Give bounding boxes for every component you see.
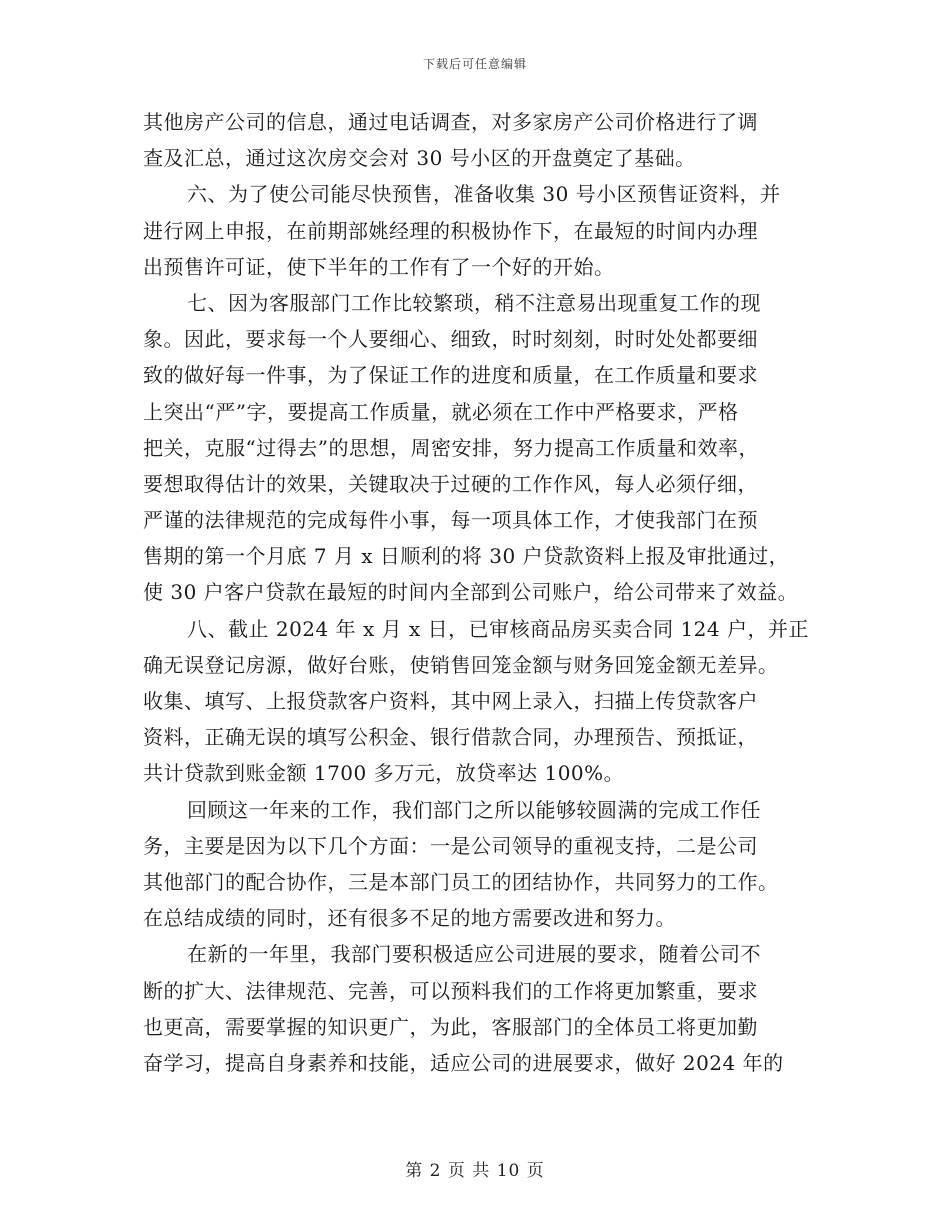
- text-line: 八、截止 2024 年 x 月 x 日，已审核商品房买卖合同 124 户，并正: [187, 616, 809, 641]
- text-line: 售期的第一个月底 7 月 x 日顺利的将 30 户贷款资料上报及审批通过，: [143, 544, 790, 569]
- text-line: 务，主要是因为以下几个方面：一是公司领导的重视支持，二是公司: [143, 833, 758, 858]
- text-line: 其他房产公司的信息，通过电话调查，对多家房产公司价格进行了调: [143, 110, 758, 134]
- text-line: 在总结成绩的同时，还有很多不足的地方需要改进和努力。: [143, 906, 676, 931]
- document-body: [143, 104, 813, 1081]
- text-line: 回顾这一年来的工作，我们部门之所以能够较圆满的完成工作任: [187, 797, 761, 822]
- text-line: 进行网上申报，在前期部姚经理的积极协作下，在最短的时间内办理: [143, 218, 758, 243]
- text-line: 共计贷款到账金额 1700 多万元，放贷率达 100%。: [143, 761, 625, 786]
- text-line: 也更高，需要掌握的知识更广，为此，客服部门的全体员工将更加勤: [143, 1014, 758, 1039]
- text-line: 奋学习，提高自身素养和技能，适应公司的进展要求，做好 2024 年的: [143, 1050, 784, 1075]
- text-line: 查及汇总，通过这次房交会对 30 号小区的开盘奠定了基础。: [143, 146, 696, 171]
- text-line: 使 30 户客户贷款在最短的时间内全部到公司账户，给公司带来了效益。: [143, 580, 799, 605]
- text-line: 其他部门的配合协作，三是本部门员工的团结协作，共同努力的工作。: [143, 869, 779, 894]
- text-line: 严谨的法律规范的完成每件小事，每一项具体工作，才使我部门在预: [143, 508, 758, 533]
- text-line: 把关，克服“过得去”的思想，周密安排，努力提高工作质量和效率，: [143, 435, 759, 460]
- text-line: 在新的一年里，我部门要积极适应公司进展的要求，随着公司不: [187, 942, 761, 967]
- text-line: 上突出“严”字，要提高工作质量，就必须在工作中严格要求，严格: [143, 399, 739, 424]
- text-line: 断的扩大、法律规范、完善，可以预料我们的工作将更加繁重，要求: [143, 978, 758, 1003]
- page-header: 下载后可任意编辑: [422, 57, 527, 71]
- page-footer: 第 2 页 共 10 页: [405, 1161, 545, 1181]
- text-line: 确无误登记房源，做好台账，使销售回笼金额与财务回笼金额无差异。: [143, 652, 779, 677]
- text-line: 致的做好每一件事，为了保证工作的进度和质量，在工作质量和要求: [143, 363, 758, 388]
- text-line: 七、因为客服部门工作比较繁琐，稍不注意易出现重复工作的现: [187, 290, 761, 315]
- text-line: 资料，正确无误的填写公积金、银行借款合同，办理预告、预抵证，: [143, 725, 758, 750]
- text-line: 要想取得估计的效果，关键取决于过硬的工作作风，每人必须仔细，: [143, 471, 758, 496]
- text-line: 六、为了使公司能尽快预售，准备收集 30 号小区预售证资料，并: [187, 182, 781, 207]
- text-line: 收集、填写、上报贷款客户资料，其中网上录入，扫描上传贷款客户: [143, 689, 758, 713]
- text-line: 象。因此，要求每一个人要细心、细致，时时刻刻，时时处处都要细: [143, 327, 758, 352]
- text-line: 出预售许可证，使下半年的工作有了一个好的开始。: [143, 254, 615, 279]
